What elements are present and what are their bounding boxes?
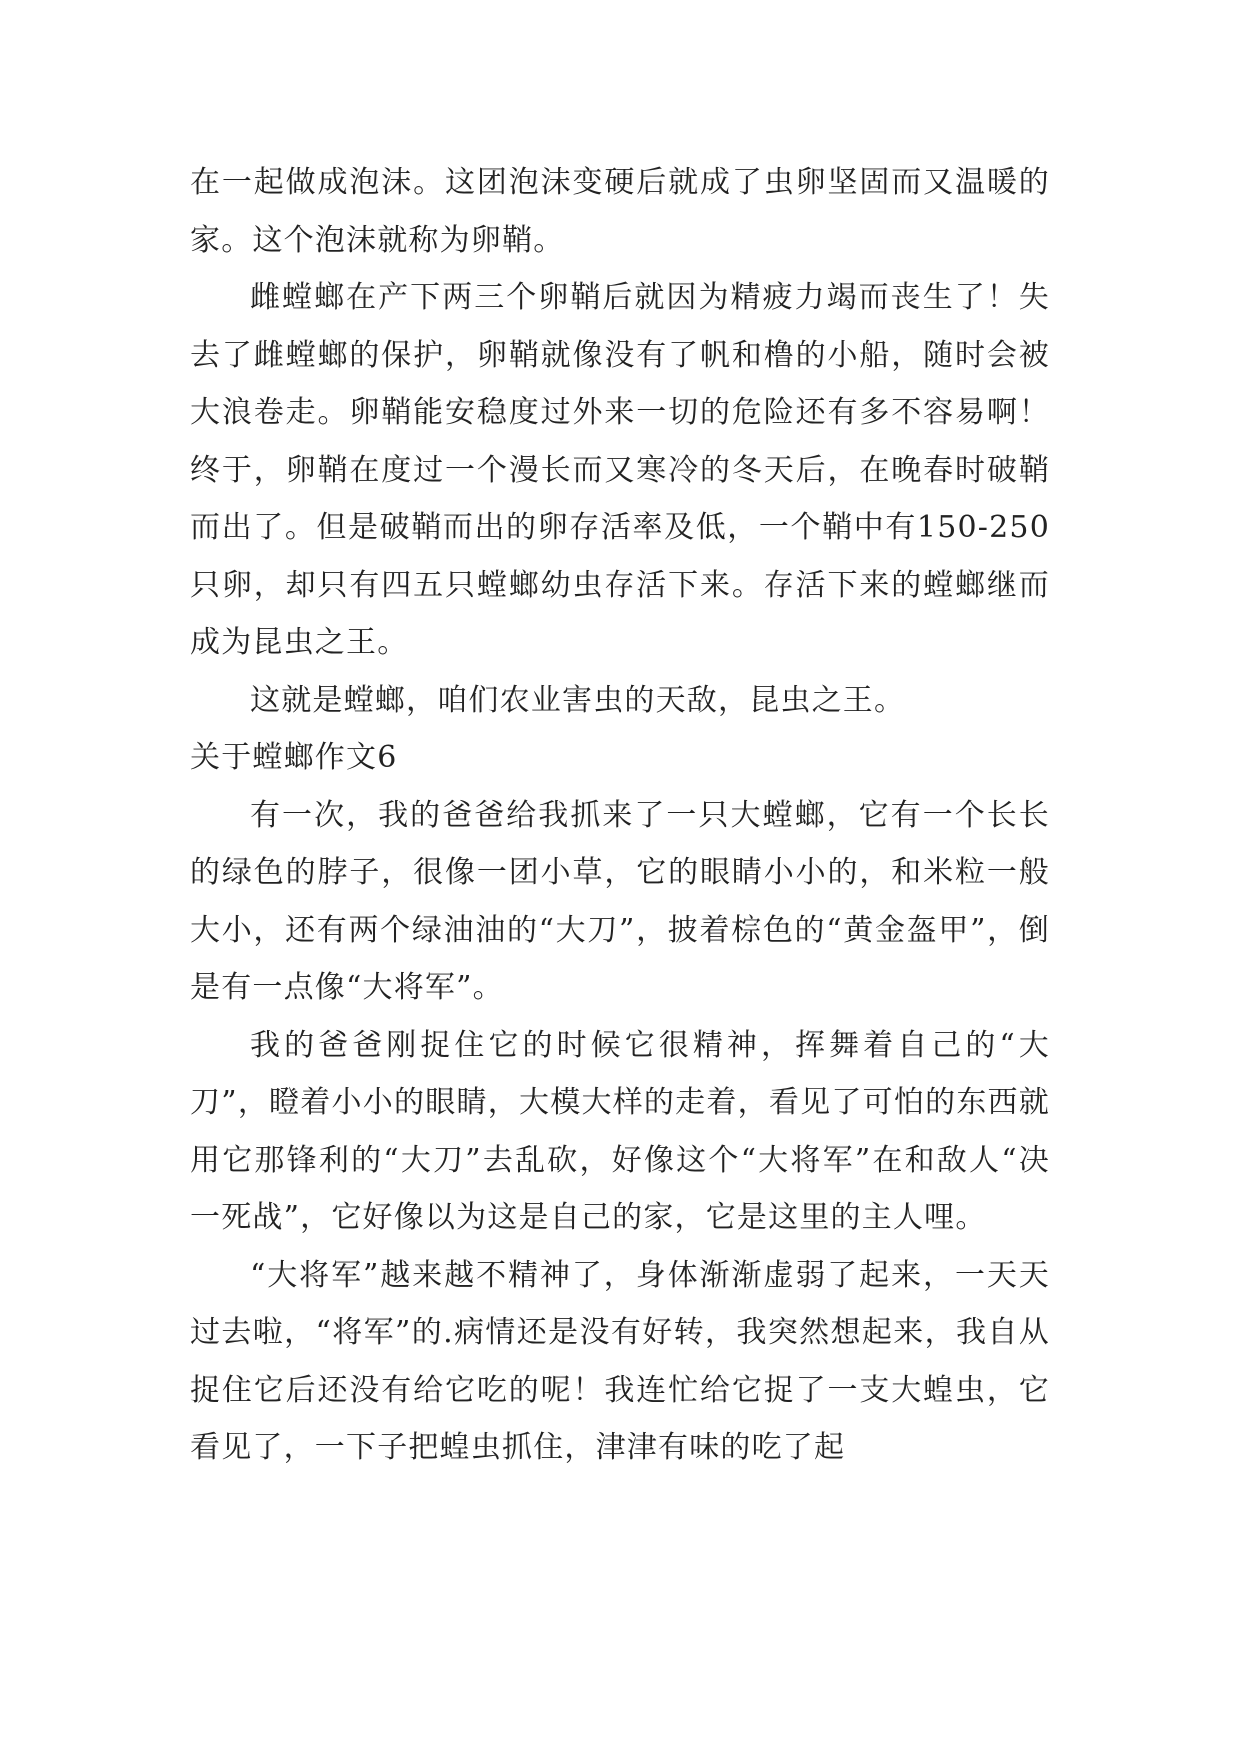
paragraph: “大将军”越来越不精神了，身体渐渐虚弱了起来，一天天过去啦，“将军”的.病情还是没有好转，我突然想起来，我自从捉住它后还没有给它吃的呢！我连忙给它捉了一支大蝗虫，它看见了，一下子把蝗虫抓住，津津有味的吃了起 <box>190 1257 1050 1465</box>
paragraph: 我的爸爸刚捉住它的时候它很精神，挥舞着自己的“大刀”，瞪着小小的眼睛，大模大样的走着，看见了可怕的东西就用它那锋利的“大刀”去乱砍，好像这个“大将军”在和敌人“决一死战”，它好像以为这是自己的家，它是这里的主人哩。 <box>190 1027 1050 1235</box>
paragraph: 这就是螳螂，咱们农业害虫的天敌，昆虫之王。 <box>250 682 906 718</box>
paragraph: 有一次，我的爸爸给我抓来了一只大螳螂，它有一个长长的绿色的脖子，很像一团小草，它的眼睛小小的，和米粒一般大小，还有两个绿油油的“大刀”，披着棕色的“黄金盔甲”，倒是有一点像“大将军”。 <box>190 797 1050 1005</box>
section-heading: 关于螳螂作文6 <box>190 740 398 775</box>
document-body <box>190 154 1050 1477</box>
paragraph: 雌螳螂在产下两三个卵鞘后就因为精疲力竭而丧生了！失去了雌螳螂的保护，卵鞘就像没有了帆和橹的小船，随时会被大浪卷走。卵鞘能安稳度过外来一切的危险还有多不容易啊！终于，卵鞘在度过一个漫长而又寒冷的冬天后，在晚春时破鞘而出了。但是破鞘而出的卵存活率及低，一个鞘中有150-250只卵，却只有四五只螳螂幼虫存活下来。存活下来的螳螂继而成为昆虫之王。 <box>190 280 1050 660</box>
paragraph: 在一起做成泡沫。这团泡沫变硬后就成了虫卵坚固而又温暖的家。这个泡沫就称为卵鞘。 <box>190 165 1050 258</box>
